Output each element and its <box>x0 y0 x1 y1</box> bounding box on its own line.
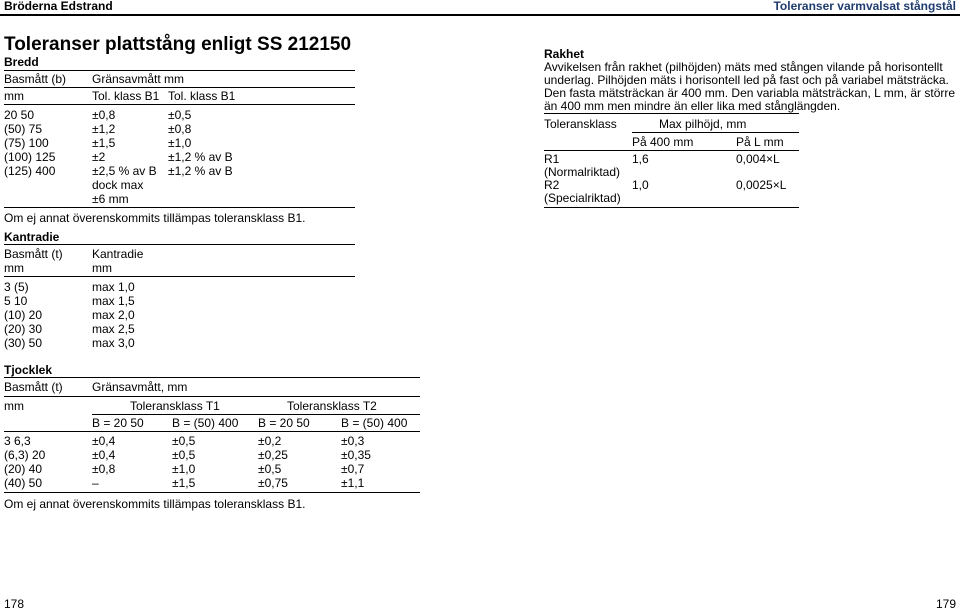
rakhet-text-line: underlag. Pilhöjden mäts i horisontell led på fast och på variabel mätsträcka. <box>544 73 949 87</box>
tjocklek-cell: ±1,1 <box>341 476 365 490</box>
bredd-rule-3 <box>4 104 355 105</box>
rakhet-row-klass-note: (Specialriktad) <box>544 191 621 205</box>
kantradie-row-size: (30) 50 <box>4 336 43 350</box>
tjocklek-cell: ±0,35 <box>341 448 371 462</box>
page-number-right: 179 <box>935 597 956 609</box>
rakhet-rule-top <box>544 113 799 114</box>
rakhet-row-klass: R2 <box>544 178 560 192</box>
rakhet-col1-header: Toleransklass <box>544 117 617 131</box>
tjocklek-row-size: (6,3) 20 <box>4 448 46 462</box>
kantradie-rule-top <box>4 244 355 245</box>
tjocklek-cell: ±0,2 <box>258 434 282 448</box>
tjocklek-rule-2 <box>4 396 420 397</box>
bredd-row-size: (50) 75 <box>4 122 43 136</box>
rakhet-sub2: På L mm <box>736 135 784 149</box>
tjocklek-cell: ±0,8 <box>92 462 116 476</box>
bredd-tol-b1-a: Tol. klass B1 <box>92 89 160 103</box>
rakhet-row-klass-note: (Normalriktad) <box>544 165 621 179</box>
bredd-row-b: ±1,2 % av B <box>168 164 233 178</box>
tjocklek-t1: Toleransklass T1 <box>130 399 220 413</box>
bredd-col2-header: Gränsavmått mm <box>92 72 185 86</box>
rakhet-rule-3 <box>544 150 799 151</box>
page-number-left: 178 <box>4 597 25 609</box>
tjocklek-cell: ±0,4 <box>92 448 116 462</box>
bredd-unit: mm <box>4 89 24 103</box>
tjocklek-cell: ±0,3 <box>341 434 365 448</box>
kantradie-col2-header: Kantradie <box>92 247 144 261</box>
tjocklek-rule-bottom <box>4 492 420 493</box>
bredd-row-b: ±0,8 <box>168 122 192 136</box>
bredd-row-a: ±1,5 <box>92 136 116 150</box>
tjocklek-cell: ±0,75 <box>258 476 288 490</box>
rakhet-rule-bottom <box>544 207 799 208</box>
rakhet-text-line: än 400 mm men mindre än eller lika med stånglängden. <box>544 99 841 113</box>
rakhet-row-klass: R1 <box>544 152 560 166</box>
tjocklek-row-size: 3 6,3 <box>4 434 31 448</box>
tjocklek-cell: ±1,0 <box>172 462 196 476</box>
bredd-row-a: ±2 <box>92 150 106 164</box>
bredd-row-a: ±1,2 <box>92 122 116 136</box>
tjocklek-unit: mm <box>4 399 24 413</box>
rakhet-text-line: Den fasta mätsträckan är 400 mm. Den variabla mätsträckan, L mm, är större <box>544 86 956 100</box>
bredd-col1-header: Basmått (b) <box>4 72 67 86</box>
tjocklek-cell: ±0,5 <box>258 462 282 476</box>
kantradie-row-size: 5 10 <box>4 294 28 308</box>
rakhet-rule-2 <box>632 132 799 133</box>
bredd-row-a: ±0,8 <box>92 108 116 122</box>
rakhet-row-a: 1,6 <box>632 152 649 166</box>
tjocklek-cell: – <box>92 476 99 490</box>
tjocklek-cell: ±0,25 <box>258 448 288 462</box>
kantradie-row-size: 3 (5) <box>4 280 29 294</box>
header-rule <box>0 14 960 16</box>
tjocklek-rule-top <box>4 377 420 378</box>
bredd-row-size: (100) 125 <box>4 150 56 164</box>
tjocklek-rule-3 <box>92 414 420 415</box>
bredd-row-b: ±0,5 <box>168 108 192 122</box>
rakhet-row-b: 0,004×L <box>736 152 780 166</box>
tjocklek-cell: ±1,5 <box>172 476 196 490</box>
bredd-row-b: ±1,0 <box>168 136 192 150</box>
kantradie-col1-header: Basmått (t) <box>4 247 63 261</box>
tjocklek-rule-4 <box>4 431 420 432</box>
bredd-rule-top <box>4 70 355 71</box>
rakhet-row-a: 1,0 <box>632 178 649 192</box>
header-right-title: Toleranser varmvalsat stångstål <box>773 0 956 13</box>
tjocklek-cell: ±0,5 <box>172 448 196 462</box>
kantradie-rule-2 <box>4 276 355 277</box>
kantradie-row-value: max 1,0 <box>92 280 135 294</box>
page-title: Toleranser plattstång enligt SS 212150 <box>4 34 352 55</box>
bredd-extra-1: dock max <box>92 178 144 192</box>
bredd-row-size: (75) 100 <box>4 136 49 150</box>
tjocklek-t2: Toleransklass T2 <box>287 399 377 413</box>
tjocklek-cell: ±0,4 <box>92 434 116 448</box>
rakhet-heading: Rakhet <box>544 47 585 61</box>
bredd-heading: Bredd <box>4 55 39 69</box>
bredd-rule-bottom <box>4 207 355 208</box>
tjocklek-cell: ±0,5 <box>172 434 196 448</box>
bredd-row-b: ±1,2 % av B <box>168 150 233 164</box>
tjocklek-row-size: (20) 40 <box>4 462 43 476</box>
tjocklek-subheader: B = 20 50 <box>92 416 144 430</box>
rakhet-row-b: 0,0025×L <box>736 178 787 192</box>
tjocklek-col2-header: Gränsavmått, mm <box>92 380 188 394</box>
kantradie-heading: Kantradie <box>4 230 60 244</box>
header-left-title: Bröderna Edstrand <box>4 0 113 13</box>
bredd-row-size: 20 50 <box>4 108 35 122</box>
bredd-row-size: (125) 400 <box>4 164 56 178</box>
bredd-note: Om ej annat överenskommits tillämpas toleransklass B1. <box>4 211 306 225</box>
kantradie-row-size: (20) 30 <box>4 322 43 336</box>
kantradie-col1-unit: mm <box>4 261 24 275</box>
tjocklek-col1-header: Basmått (t) <box>4 380 63 394</box>
kantradie-row-value: max 3,0 <box>92 336 135 350</box>
bredd-extra-2: ±6 mm <box>92 192 129 206</box>
tjocklek-subheader: B = (50) 400 <box>172 416 239 430</box>
rakhet-sub1: På 400 mm <box>632 135 694 149</box>
bredd-tol-b1-b: Tol. klass B1 <box>168 89 236 103</box>
tjocklek-row-size: (40) 50 <box>4 476 43 490</box>
rakhet-col2-header: Max pilhöjd, mm <box>659 117 747 131</box>
kantradie-row-value: max 2,0 <box>92 308 135 322</box>
kantradie-row-value: max 1,5 <box>92 294 135 308</box>
tjocklek-heading: Tjocklek <box>4 363 53 377</box>
kantradie-row-value: max 2,5 <box>92 322 135 336</box>
bredd-row-a: ±2,5 % av B <box>92 164 157 178</box>
tjocklek-subheader: B = (50) 400 <box>341 416 408 430</box>
kantradie-col2-unit: mm <box>92 261 112 275</box>
tjocklek-subheader: B = 20 50 <box>258 416 310 430</box>
rakhet-text-line: Avvikelsen från rakhet (pilhöjden) mäts med stången vilande på horisontellt <box>544 60 943 74</box>
kantradie-row-size: (10) 20 <box>4 308 43 322</box>
tjocklek-cell: ±0,7 <box>341 462 365 476</box>
tjocklek-note: Om ej annat överenskommits tillämpas toleransklass B1. <box>4 497 306 511</box>
bredd-rule-2 <box>4 87 355 88</box>
